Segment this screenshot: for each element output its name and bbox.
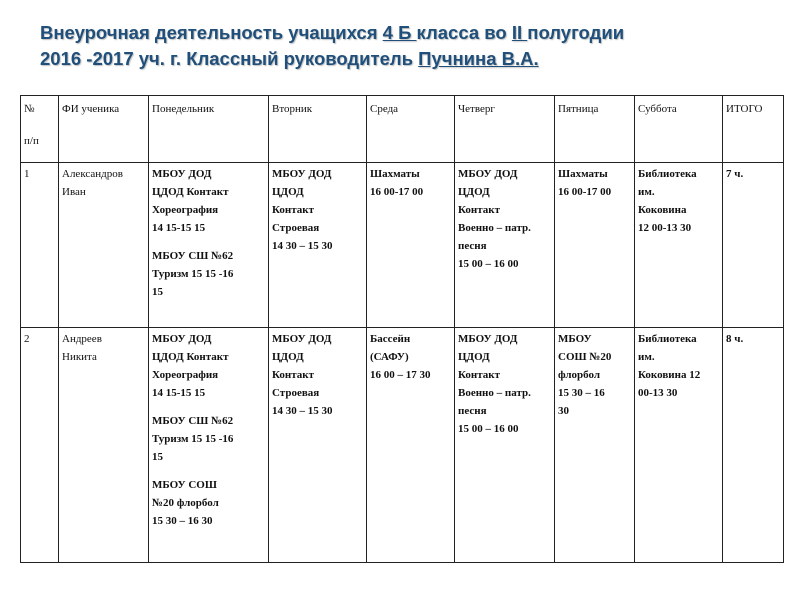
cell-line: Хореография <box>152 204 219 216</box>
cell-total: 7 ч. <box>723 163 784 328</box>
cell-gap <box>152 466 265 476</box>
cell-line: МБОУ СШ №62 <box>152 250 234 262</box>
cell-line: флорбол <box>558 369 601 381</box>
cell-line: Строевая <box>272 222 320 234</box>
cell-line: Контакт <box>272 204 315 216</box>
cell-line: Строевая <box>272 387 320 399</box>
cell-line: 15 00 – 16 00 <box>458 423 519 435</box>
cell-line: Шахматы <box>370 168 420 180</box>
title-class: 4 Б <box>382 22 417 43</box>
header-num-bottom: п/п <box>24 135 39 147</box>
cell-line: МБОУ СОШ <box>152 479 217 491</box>
cell-line: им. <box>638 351 655 363</box>
cell-line: Контакт <box>272 369 315 381</box>
cell-monday <box>149 163 269 328</box>
cell-line: Коковина <box>638 204 687 216</box>
cell-line: МБОУ СШ №62 <box>152 415 234 427</box>
cell-line: (САФУ) <box>370 351 409 363</box>
cell-line: Туризм 15 15 -16 <box>152 268 234 280</box>
cell-num: 2 <box>21 328 59 563</box>
cell-line: ЦДОД <box>272 351 304 363</box>
header-name: ФИ ученика <box>59 96 149 163</box>
title-part-4: 2016 -2017 уч. г. Классный руководитель <box>40 48 419 69</box>
cell-line: 15 30 – 16 30 <box>152 515 213 527</box>
cell-line: 14 15-15 15 <box>152 222 206 234</box>
cell-line: Библиотека <box>638 333 697 345</box>
cell-wednesday <box>367 328 455 563</box>
cell-line: 14 15-15 15 <box>152 387 206 399</box>
cell-monday <box>149 328 269 563</box>
cell-line: ЦДОД <box>458 351 490 363</box>
title-part-2: класса во <box>416 22 512 43</box>
cell-saturday <box>635 328 723 563</box>
title-part-3: полугодии <box>527 22 625 43</box>
header-monday: Понедельник <box>149 96 269 163</box>
cell-line: 15 00 – 16 00 <box>458 258 519 270</box>
cell-line: Бассейн <box>370 333 411 345</box>
cell-num: 1 <box>21 163 59 328</box>
cell-thursday <box>455 163 555 328</box>
cell-line: Библиотека <box>638 168 697 180</box>
cell-line: песня <box>458 405 487 417</box>
cell-line: Военно – патр. <box>458 387 531 399</box>
cell-line: Военно – патр. <box>458 222 531 234</box>
header-wednesday: Среда <box>367 96 455 163</box>
cell-wednesday <box>367 163 455 328</box>
cell-line: 12 00-13 30 <box>638 222 692 234</box>
cell-line: 16 00-17 00 <box>558 186 612 198</box>
schedule-table <box>20 95 784 563</box>
cell-name <box>59 163 149 328</box>
table-header-row <box>21 96 784 163</box>
cell-line: ЦДОД Контакт <box>152 186 229 198</box>
cell-line: Иван <box>62 186 86 198</box>
header-num <box>21 96 59 163</box>
cell-line: Александров <box>62 168 123 180</box>
cell-line: Шахматы <box>558 168 608 180</box>
cell-line: 15 30 – 16 <box>558 387 605 399</box>
cell-line: МБОУ ДОД <box>272 168 332 180</box>
cell-line: МБОУ ДОД <box>152 168 212 180</box>
cell-gap <box>152 402 265 412</box>
cell-line: 30 <box>558 405 569 417</box>
cell-line: МБОУ ДОД <box>272 333 332 345</box>
cell-line: МБОУ ДОД <box>458 168 518 180</box>
title-teacher: Пучнина В.А. <box>418 48 539 69</box>
cell-line: Никита <box>62 351 97 363</box>
cell-line: Андреев <box>62 333 102 345</box>
cell-tuesday <box>269 328 367 563</box>
cell-line: 16 00 – 17 30 <box>370 369 431 381</box>
header-num-top: № <box>24 103 35 115</box>
cell-line: МБОУ ДОД <box>152 333 212 345</box>
cell-thursday <box>455 328 555 563</box>
header-saturday: Суббота <box>635 96 723 163</box>
cell-line: ЦДОД <box>272 186 304 198</box>
cell-friday <box>555 328 635 563</box>
cell-line: им. <box>638 186 655 198</box>
cell-line: 16 00-17 00 <box>370 186 424 198</box>
cell-line: Хореография <box>152 369 219 381</box>
cell-line: Контакт <box>458 204 501 216</box>
page-title <box>40 20 780 72</box>
cell-line: ЦДОД <box>458 186 490 198</box>
header-thursday: Четверг <box>455 96 555 163</box>
cell-line: Контакт <box>458 369 501 381</box>
cell-line: 15 <box>152 451 163 463</box>
table-row <box>21 328 784 563</box>
cell-line: 00-13 30 <box>638 387 678 399</box>
cell-line: МБОУ <box>558 333 592 345</box>
table-row <box>21 163 784 328</box>
cell-gap <box>152 237 265 247</box>
cell-line: ЦДОД Контакт <box>152 351 229 363</box>
cell-line: 15 <box>152 286 163 298</box>
cell-line: 14 30 – 15 30 <box>272 405 333 417</box>
title-part-1: Внеурочная деятельность учащихся <box>40 22 383 43</box>
header-total: ИТОГО <box>723 96 784 163</box>
cell-line: СОШ №20 <box>558 351 612 363</box>
cell-line: 14 30 – 15 30 <box>272 240 333 252</box>
title-half: II <box>511 22 528 43</box>
cell-line: №20 флорбол <box>152 497 219 509</box>
cell-line: Туризм 15 15 -16 <box>152 433 234 445</box>
cell-total: 8 ч. <box>723 328 784 563</box>
cell-friday <box>555 163 635 328</box>
cell-line: песня <box>458 240 487 252</box>
header-tuesday: Вторник <box>269 96 367 163</box>
cell-tuesday <box>269 163 367 328</box>
cell-line: Коковина 12 <box>638 369 701 381</box>
header-friday: Пятница <box>555 96 635 163</box>
cell-line: МБОУ ДОД <box>458 333 518 345</box>
cell-saturday <box>635 163 723 328</box>
cell-name <box>59 328 149 563</box>
